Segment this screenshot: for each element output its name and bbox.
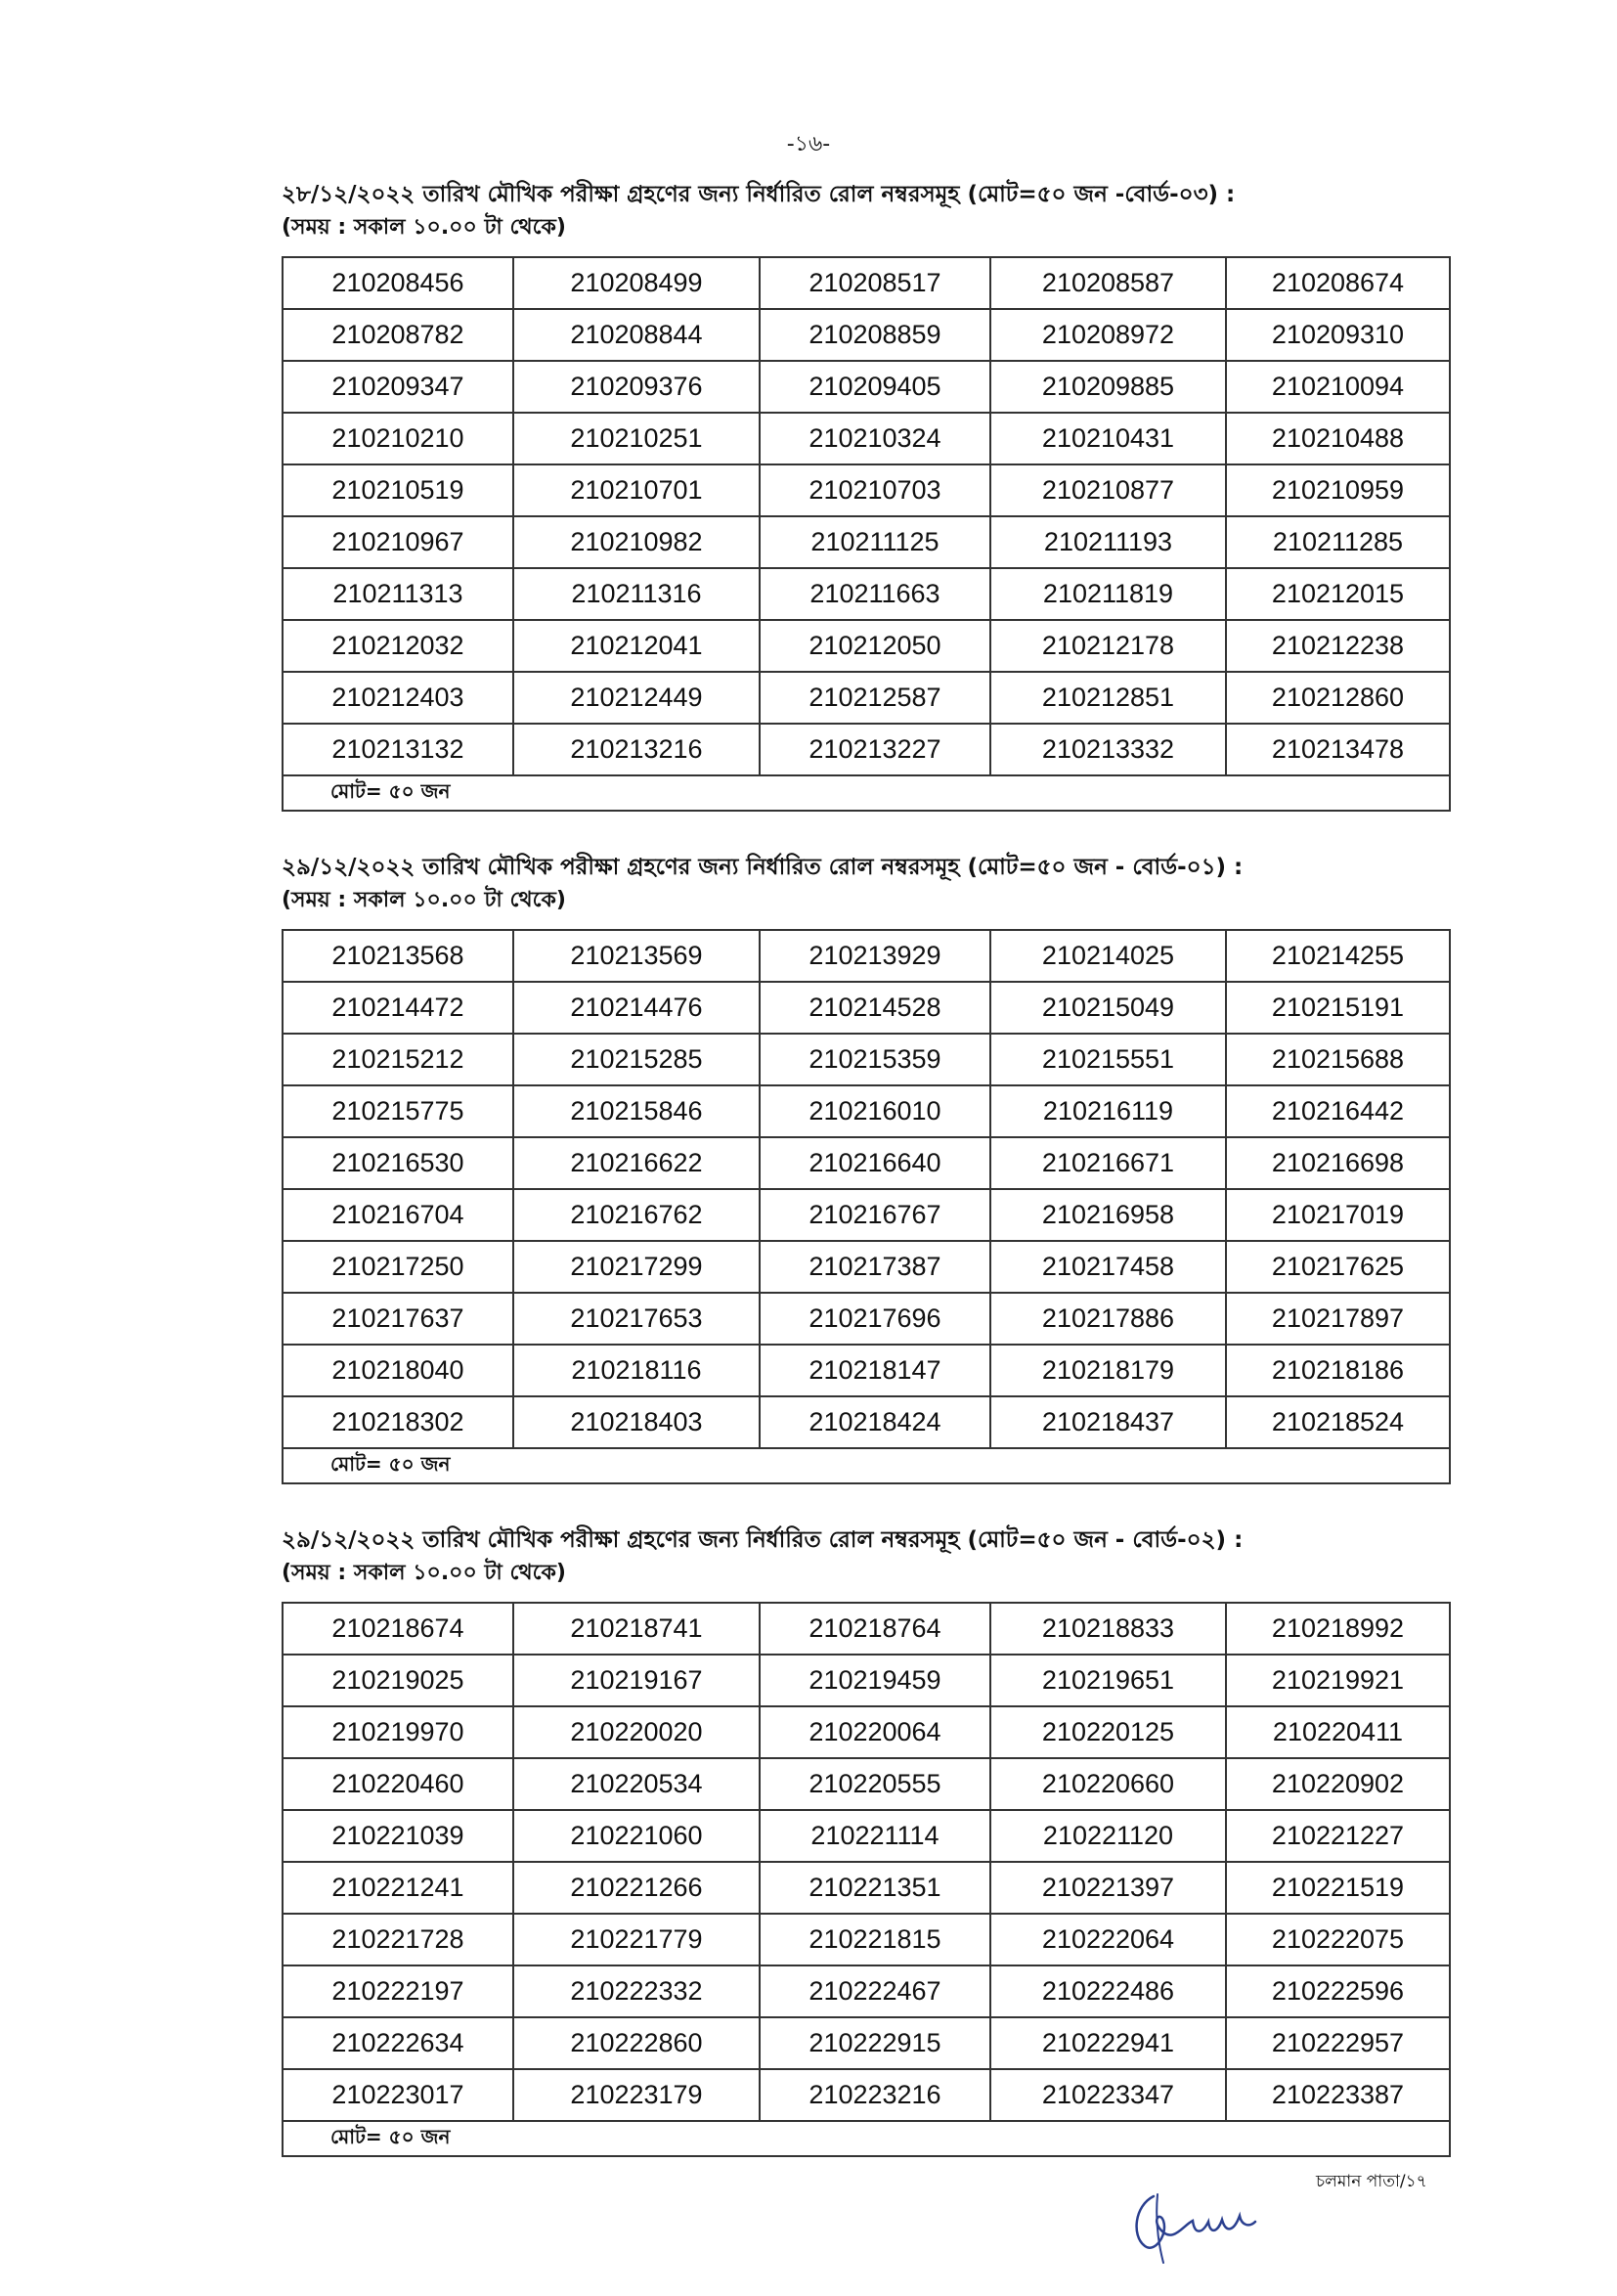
roll-number-cell: 210215359 — [760, 1034, 990, 1085]
roll-number-cell: 210221397 — [990, 1862, 1226, 1914]
schedule-section — [282, 178, 1449, 812]
roll-table-body — [283, 257, 1450, 811]
roll-number-cell: 210210967 — [283, 516, 513, 568]
total-count: মোট= ৫০ জন — [283, 2121, 1450, 2156]
roll-number-cell: 210219459 — [760, 1655, 990, 1706]
roll-number-cell: 210216762 — [513, 1189, 760, 1241]
roll-number-cell: 210219025 — [283, 1655, 513, 1706]
roll-number-cell: 210214472 — [283, 982, 513, 1034]
total-row — [283, 2121, 1450, 2156]
page-number: -১৬- — [786, 132, 831, 156]
roll-number-cell: 210210519 — [283, 464, 513, 516]
roll-number-cell: 210215688 — [1226, 1034, 1450, 1085]
roll-number-cell: 210222075 — [1226, 1914, 1450, 1965]
roll-number-cell: 210209405 — [760, 361, 990, 413]
roll-number-cell: 210218424 — [760, 1396, 990, 1448]
table-row — [283, 982, 1450, 1034]
roll-number-cell: 210209376 — [513, 361, 760, 413]
total-count: মোট= ৫০ জন — [283, 775, 1450, 811]
table-row — [283, 568, 1450, 620]
roll-number-cell: 210213332 — [990, 724, 1226, 775]
roll-number-cell: 210221060 — [513, 1810, 760, 1862]
roll-number-cell: 210222860 — [513, 2017, 760, 2069]
roll-number-cell: 210222064 — [990, 1914, 1226, 1965]
roll-number-cell: 210212238 — [1226, 620, 1450, 672]
section-heading: ২৮/১২/২০২২ তারিখ মৌখিক পরীক্ষা গ্রহণের জন্য নির্ধারিত রোল নম্বরসমূহ (মোট=৫০ জন -বোর্ড-০৩) : — [282, 182, 1236, 207]
roll-number-cell: 210214255 — [1226, 930, 1450, 982]
table-row — [283, 930, 1450, 982]
table-row — [283, 1862, 1450, 1914]
roll-number-cell: 210219167 — [513, 1655, 760, 1706]
table-row — [283, 1396, 1450, 1448]
roll-number-cell: 210221728 — [283, 1914, 513, 1965]
roll-number-cell: 210212860 — [1226, 672, 1450, 724]
table-row — [283, 516, 1450, 568]
roll-number-cell: 210216119 — [990, 1085, 1226, 1137]
roll-number-cell: 210211125 — [760, 516, 990, 568]
table-row — [283, 1085, 1450, 1137]
table-row — [283, 1293, 1450, 1345]
roll-number-cell: 210219921 — [1226, 1655, 1450, 1706]
roll-number-cell: 210216704 — [283, 1189, 513, 1241]
table-row — [283, 413, 1450, 464]
table-row — [283, 1758, 1450, 1810]
roll-number-cell: 210209347 — [283, 361, 513, 413]
table-row — [283, 1345, 1450, 1396]
roll-number-cell: 210217696 — [760, 1293, 990, 1345]
roll-number-cell: 210222596 — [1226, 1965, 1450, 2017]
table-row — [283, 1655, 1450, 1706]
roll-number-cell: 210209310 — [1226, 309, 1450, 361]
roll-number-cell: 210220064 — [760, 1706, 990, 1758]
roll-number-cell: 210211193 — [990, 516, 1226, 568]
roll-number-cell: 210210982 — [513, 516, 760, 568]
roll-number-cell: 210208782 — [283, 309, 513, 361]
roll-number-cell: 210212050 — [760, 620, 990, 672]
roll-number-cell: 210208499 — [513, 257, 760, 309]
roll-number-cell: 210210251 — [513, 413, 760, 464]
roll-number-cell: 210217299 — [513, 1241, 760, 1293]
roll-number-cell: 210214528 — [760, 982, 990, 1034]
table-row — [283, 1189, 1450, 1241]
roll-number-cell: 210217019 — [1226, 1189, 1450, 1241]
roll-number-cell: 210210094 — [1226, 361, 1450, 413]
table-row — [283, 1965, 1450, 2017]
roll-number-cell: 210213929 — [760, 930, 990, 982]
roll-number-cell: 210218764 — [760, 1603, 990, 1655]
roll-number-cell: 210212041 — [513, 620, 760, 672]
roll-number-cell: 210210959 — [1226, 464, 1450, 516]
table-row — [283, 1914, 1450, 1965]
roll-number-cell: 210221519 — [1226, 1862, 1450, 1914]
roll-number-cell: 210212403 — [283, 672, 513, 724]
roll-number-cell: 210219970 — [283, 1706, 513, 1758]
continued-page-note: চলমান পাতা/১৭ — [1316, 2172, 1427, 2191]
roll-number-cell: 210215049 — [990, 982, 1226, 1034]
roll-number-cell: 210216640 — [760, 1137, 990, 1189]
roll-number-cell: 210217458 — [990, 1241, 1226, 1293]
roll-number-cell: 210218741 — [513, 1603, 760, 1655]
roll-number-cell: 210214476 — [513, 982, 760, 1034]
section-heading: ২৯/১২/২০২২ তারিখ মৌখিক পরীক্ষা গ্রহণের জন্য নির্ধারিত রোল নম্বরসমূহ (মোট=৫০ জন - বোর্ড-০১) : — [282, 855, 1244, 880]
roll-number-cell: 210211663 — [760, 568, 990, 620]
roll-number-cell: 210208674 — [1226, 257, 1450, 309]
table-row — [283, 1706, 1450, 1758]
table-row — [283, 361, 1450, 413]
roll-number-cell: 210211316 — [513, 568, 760, 620]
roll-number-cell: 210217387 — [760, 1241, 990, 1293]
roll-number-cell: 210211285 — [1226, 516, 1450, 568]
total-count: মোট= ৫০ জন — [283, 1448, 1450, 1483]
table-row — [283, 1603, 1450, 1655]
table-row — [283, 257, 1450, 309]
schedule-section — [282, 851, 1449, 1484]
roll-table — [282, 256, 1451, 812]
signature-icon — [1124, 2186, 1271, 2265]
roll-number-cell: 210217250 — [283, 1241, 513, 1293]
roll-number-cell: 210223017 — [283, 2069, 513, 2121]
roll-number-cell: 210210431 — [990, 413, 1226, 464]
table-row — [283, 1810, 1450, 1862]
roll-number-cell: 210218186 — [1226, 1345, 1450, 1396]
roll-number-cell: 210210703 — [760, 464, 990, 516]
roll-number-cell: 210213227 — [760, 724, 990, 775]
roll-number-cell: 210222941 — [990, 2017, 1226, 2069]
roll-number-cell: 210218524 — [1226, 1396, 1450, 1448]
roll-number-cell: 210217637 — [283, 1293, 513, 1345]
roll-number-cell: 210208587 — [990, 257, 1226, 309]
roll-number-cell: 210220125 — [990, 1706, 1226, 1758]
total-row — [283, 775, 1450, 811]
roll-number-cell: 210217886 — [990, 1293, 1226, 1345]
table-row — [283, 672, 1450, 724]
roll-number-cell: 210222957 — [1226, 2017, 1450, 2069]
roll-number-cell: 210216622 — [513, 1137, 760, 1189]
roll-number-cell: 210223387 — [1226, 2069, 1450, 2121]
roll-number-cell: 210217625 — [1226, 1241, 1450, 1293]
roll-number-cell: 210221266 — [513, 1862, 760, 1914]
roll-number-cell: 210221227 — [1226, 1810, 1450, 1862]
section-time: (সময় : সকাল ১০.০০ টা থেকে) — [282, 1561, 566, 1585]
roll-number-cell: 210208972 — [990, 309, 1226, 361]
roll-number-cell: 210220534 — [513, 1758, 760, 1810]
roll-number-cell: 210222634 — [283, 2017, 513, 2069]
roll-number-cell: 210211313 — [283, 568, 513, 620]
roll-number-cell: 210220902 — [1226, 1758, 1450, 1810]
section-time: (সময় : সকাল ১০.০০ টা থেকে) — [282, 215, 566, 240]
roll-number-cell: 210212032 — [283, 620, 513, 672]
table-row — [283, 309, 1450, 361]
roll-number-cell: 210219651 — [990, 1655, 1226, 1706]
roll-number-cell: 210218116 — [513, 1345, 760, 1396]
table-row — [283, 620, 1450, 672]
roll-number-cell: 210212178 — [990, 620, 1226, 672]
roll-number-cell: 210222486 — [990, 1965, 1226, 2017]
roll-number-cell: 210213132 — [283, 724, 513, 775]
section-time: (সময় : সকাল ১০.০০ টা থেকে) — [282, 888, 566, 912]
roll-number-cell: 210213478 — [1226, 724, 1450, 775]
roll-number-cell: 210221114 — [760, 1810, 990, 1862]
roll-number-cell: 210210488 — [1226, 413, 1450, 464]
roll-number-cell: 210216698 — [1226, 1137, 1450, 1189]
roll-number-cell: 210210701 — [513, 464, 760, 516]
roll-number-cell: 210208456 — [283, 257, 513, 309]
roll-number-cell: 210216671 — [990, 1137, 1226, 1189]
roll-number-cell: 210223216 — [760, 2069, 990, 2121]
roll-table — [282, 929, 1451, 1484]
roll-number-cell: 210218833 — [990, 1603, 1226, 1655]
roll-number-cell: 210221815 — [760, 1914, 990, 1965]
roll-number-cell: 210222915 — [760, 2017, 990, 2069]
table-row — [283, 2069, 1450, 2121]
roll-number-cell: 210216010 — [760, 1085, 990, 1137]
roll-number-cell: 210221779 — [513, 1914, 760, 1965]
roll-number-cell: 210218437 — [990, 1396, 1226, 1448]
roll-number-cell: 210215775 — [283, 1085, 513, 1137]
roll-number-cell: 210222197 — [283, 1965, 513, 2017]
roll-number-cell: 210213568 — [283, 930, 513, 982]
roll-number-cell: 210211819 — [990, 568, 1226, 620]
roll-number-cell: 210220660 — [990, 1758, 1226, 1810]
roll-number-cell: 210215285 — [513, 1034, 760, 1085]
roll-number-cell: 210215551 — [990, 1034, 1226, 1085]
roll-number-cell: 210213569 — [513, 930, 760, 982]
roll-number-cell: 210218179 — [990, 1345, 1226, 1396]
roll-number-cell: 210218674 — [283, 1603, 513, 1655]
roll-number-cell: 210214025 — [990, 930, 1226, 982]
table-row — [283, 1241, 1450, 1293]
roll-number-cell: 210217653 — [513, 1293, 760, 1345]
roll-number-cell: 210220020 — [513, 1706, 760, 1758]
roll-table-body — [283, 1603, 1450, 2156]
roll-number-cell: 210216442 — [1226, 1085, 1450, 1137]
roll-table-body — [283, 930, 1450, 1483]
roll-number-cell: 210212449 — [513, 672, 760, 724]
table-row — [283, 724, 1450, 775]
roll-number-cell: 210218040 — [283, 1345, 513, 1396]
roll-number-cell: 210217897 — [1226, 1293, 1450, 1345]
table-row — [283, 1137, 1450, 1189]
roll-number-cell: 210220411 — [1226, 1706, 1450, 1758]
roll-number-cell: 210210210 — [283, 413, 513, 464]
roll-number-cell: 210216767 — [760, 1189, 990, 1241]
roll-number-cell: 210223347 — [990, 2069, 1226, 2121]
roll-number-cell: 210209885 — [990, 361, 1226, 413]
roll-number-cell: 210208517 — [760, 257, 990, 309]
roll-number-cell: 210221241 — [283, 1862, 513, 1914]
roll-number-cell: 210220555 — [760, 1758, 990, 1810]
roll-number-cell: 210210324 — [760, 413, 990, 464]
roll-number-cell: 210213216 — [513, 724, 760, 775]
roll-number-cell: 210212587 — [760, 672, 990, 724]
roll-number-cell: 210218403 — [513, 1396, 760, 1448]
roll-number-cell: 210220460 — [283, 1758, 513, 1810]
roll-number-cell: 210212015 — [1226, 568, 1450, 620]
roll-number-cell: 210223179 — [513, 2069, 760, 2121]
roll-number-cell: 210221351 — [760, 1862, 990, 1914]
section-heading: ২৯/১২/২০২২ তারিখ মৌখিক পরীক্ষা গ্রহণের জন্য নির্ধারিত রোল নম্বরসমূহ (মোট=৫০ জন - বোর্ড-০২) : — [282, 1527, 1244, 1553]
roll-number-cell: 210208844 — [513, 309, 760, 361]
roll-number-cell: 210215846 — [513, 1085, 760, 1137]
schedule-section — [282, 1523, 1449, 2157]
roll-number-cell: 210222332 — [513, 1965, 760, 2017]
roll-number-cell: 210208859 — [760, 309, 990, 361]
roll-number-cell: 210221120 — [990, 1810, 1226, 1862]
total-row — [283, 1448, 1450, 1483]
roll-number-cell: 210218302 — [283, 1396, 513, 1448]
roll-number-cell: 210222467 — [760, 1965, 990, 2017]
roll-number-cell: 210212851 — [990, 672, 1226, 724]
table-row — [283, 1034, 1450, 1085]
roll-number-cell: 210218147 — [760, 1345, 990, 1396]
roll-number-cell: 210216530 — [283, 1137, 513, 1189]
roll-number-cell: 210221039 — [283, 1810, 513, 1862]
roll-number-cell: 210215212 — [283, 1034, 513, 1085]
table-row — [283, 2017, 1450, 2069]
roll-number-cell: 210215191 — [1226, 982, 1450, 1034]
roll-number-cell: 210216958 — [990, 1189, 1226, 1241]
roll-number-cell: 210218992 — [1226, 1603, 1450, 1655]
roll-table — [282, 1602, 1451, 2157]
table-row — [283, 464, 1450, 516]
roll-number-cell: 210210877 — [990, 464, 1226, 516]
